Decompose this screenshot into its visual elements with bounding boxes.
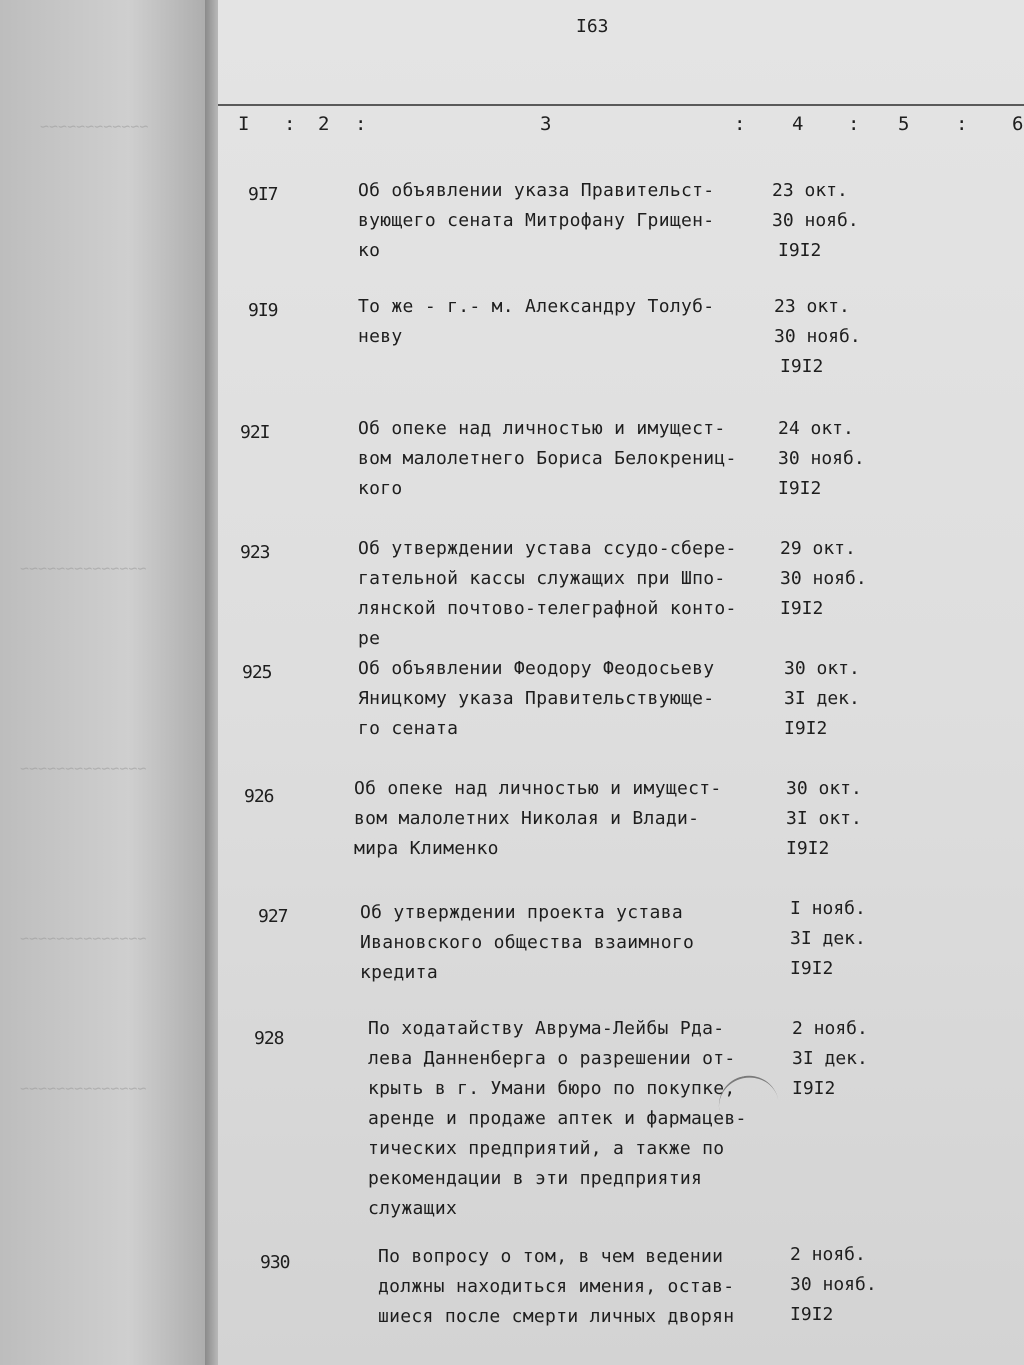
entry-dates — [786, 774, 896, 864]
description-line: То же - г.- м. Александру Толуб- — [358, 296, 715, 317]
column-header: 3 — [540, 113, 552, 135]
description-line: Ивановского общества взаимного — [360, 932, 695, 953]
date-line: 23 окт. — [774, 296, 850, 317]
date-line: I9I2 — [790, 958, 834, 979]
entry-number: 927 — [258, 906, 288, 927]
description-line: Об объявлении Феодору Феодосьеву — [358, 658, 715, 679]
description-line: Об опеке над личностью и имущест- — [358, 418, 726, 439]
date-line: I9I2 — [780, 598, 824, 619]
column-separator: : — [848, 113, 860, 135]
description-line: должны находиться имения, остав- — [378, 1276, 735, 1297]
entry-number: 930 — [260, 1252, 290, 1273]
entry-number: 923 — [240, 542, 270, 563]
date-line: 3I дек. — [790, 928, 866, 949]
description-line: вом малолетнего Бориса Белокрениц- — [358, 448, 737, 469]
date-line: I9I2 — [780, 356, 824, 377]
date-line: 30 нояб. — [778, 448, 865, 469]
page-fold — [205, 0, 219, 1365]
description-line: лева Данненберга о разрешении от- — [368, 1048, 736, 1069]
date-line: 3I дек. — [792, 1048, 868, 1069]
entry-dates — [778, 414, 888, 504]
date-line: 29 окт. — [780, 538, 856, 559]
column-header: 2 — [318, 113, 330, 135]
column-header: 5 — [898, 113, 910, 135]
bleed-through-text: ~~~~~~~~~~~~~~ — [20, 560, 147, 578]
date-line: 30 окт. — [784, 658, 860, 679]
entry-description — [358, 654, 788, 744]
date-line: 24 окт. — [778, 418, 854, 439]
description-line: ре — [358, 628, 381, 649]
document-page — [218, 0, 1024, 1365]
bleed-through-text: ~~~~~~~~~~~~ — [40, 118, 149, 136]
entry-description — [360, 898, 790, 988]
date-line: I9I2 — [792, 1078, 836, 1099]
description-line: гательной кассы служащих при Шпо- — [358, 568, 726, 589]
date-line: I9I2 — [790, 1304, 834, 1325]
description-line: шиеся после смерти личных дворян — [378, 1306, 735, 1327]
description-line: неву — [358, 326, 403, 347]
entry-dates — [774, 292, 884, 382]
column-header: I — [238, 113, 250, 135]
entry-description — [368, 1014, 798, 1224]
date-line: 2 нояб. — [792, 1018, 868, 1039]
entry-dates — [792, 1014, 902, 1104]
date-line: 2 нояб. — [790, 1244, 866, 1265]
date-line: 30 нояб. — [790, 1274, 877, 1295]
description-line: ко — [358, 240, 381, 261]
date-line: I нояб. — [790, 898, 866, 919]
description-line: Об утверждении проекта устава — [360, 902, 683, 923]
column-header: 4 — [792, 113, 804, 135]
date-line: I9I2 — [778, 478, 822, 499]
date-line: 30 нояб. — [780, 568, 867, 589]
entry-number: 925 — [242, 662, 272, 683]
entry-dates — [790, 894, 900, 984]
description-line: служащих — [368, 1198, 458, 1219]
column-separator: : — [956, 113, 968, 135]
entry-description — [358, 176, 788, 266]
entry-number: 9I7 — [248, 184, 278, 205]
description-line: крыть в г. Умани бюро по покупке, — [368, 1078, 736, 1099]
description-line: вующего сената Митрофану Грищен- — [358, 210, 715, 231]
description-line: Об утверждении устава ссудо-сбере- — [358, 538, 737, 559]
description-line: рекомендации в эти предприятия — [368, 1168, 703, 1189]
date-line: 30 нояб. — [772, 210, 859, 231]
bleed-through-text: ~~~~~~~~~~~~~~ — [20, 1080, 147, 1098]
description-line: Об опеке над личностью и имущест- — [354, 778, 722, 799]
page-number: I63 — [576, 16, 609, 37]
entry-number: 9I9 — [248, 300, 278, 321]
description-line: Яницкому указа Правительствующе- — [358, 688, 715, 709]
date-line: I9I2 — [784, 718, 828, 739]
description-line: лянской почтово-телеграфной конто- — [358, 598, 737, 619]
description-line: го сената — [358, 718, 459, 739]
entry-dates — [790, 1240, 900, 1330]
entry-number: 928 — [254, 1028, 284, 1049]
entry-dates — [784, 654, 894, 744]
date-line: 3I дек. — [784, 688, 860, 709]
entry-description — [354, 774, 784, 864]
entry-number: 92I — [240, 422, 270, 443]
date-line: 30 окт. — [786, 778, 862, 799]
entry-description — [378, 1242, 808, 1332]
description-line: тических предприятий, а также по — [368, 1138, 725, 1159]
entry-description — [358, 414, 788, 504]
description-line: кого — [358, 478, 403, 499]
description-line: По ходатайству Аврума-Лейбы Рда- — [368, 1018, 725, 1039]
facing-page — [0, 0, 215, 1365]
bleed-through-text: ~~~~~~~~~~~~~~ — [20, 760, 147, 778]
entry-dates — [772, 176, 882, 266]
entry-description — [358, 534, 788, 654]
column-separator: : — [355, 113, 367, 135]
date-line: 30 нояб. — [774, 326, 861, 347]
description-line: кредита — [360, 962, 438, 983]
header-rule — [218, 104, 1024, 106]
description-line: мира Клименко — [354, 838, 499, 859]
date-line: I9I2 — [778, 240, 822, 261]
entry-number: 926 — [244, 786, 274, 807]
date-line: 23 окт. — [772, 180, 848, 201]
column-separator: : — [284, 113, 296, 135]
bleed-through-text: ~~~~~~~~~~~~~~ — [20, 930, 147, 948]
description-line: Об объявлении указа Правительст- — [358, 180, 715, 201]
entry-dates — [780, 534, 890, 624]
entry-description — [358, 292, 788, 352]
column-separator: : — [734, 113, 746, 135]
description-line: По вопросу о том, в чем ведении — [378, 1246, 724, 1267]
description-line: вом малолетних Николая и Влади- — [354, 808, 700, 829]
date-line: 3I окт. — [786, 808, 862, 829]
column-header: 6 — [1012, 113, 1024, 135]
description-line: аренде и продаже аптек и фармацев- — [368, 1108, 747, 1129]
date-line: I9I2 — [786, 838, 830, 859]
